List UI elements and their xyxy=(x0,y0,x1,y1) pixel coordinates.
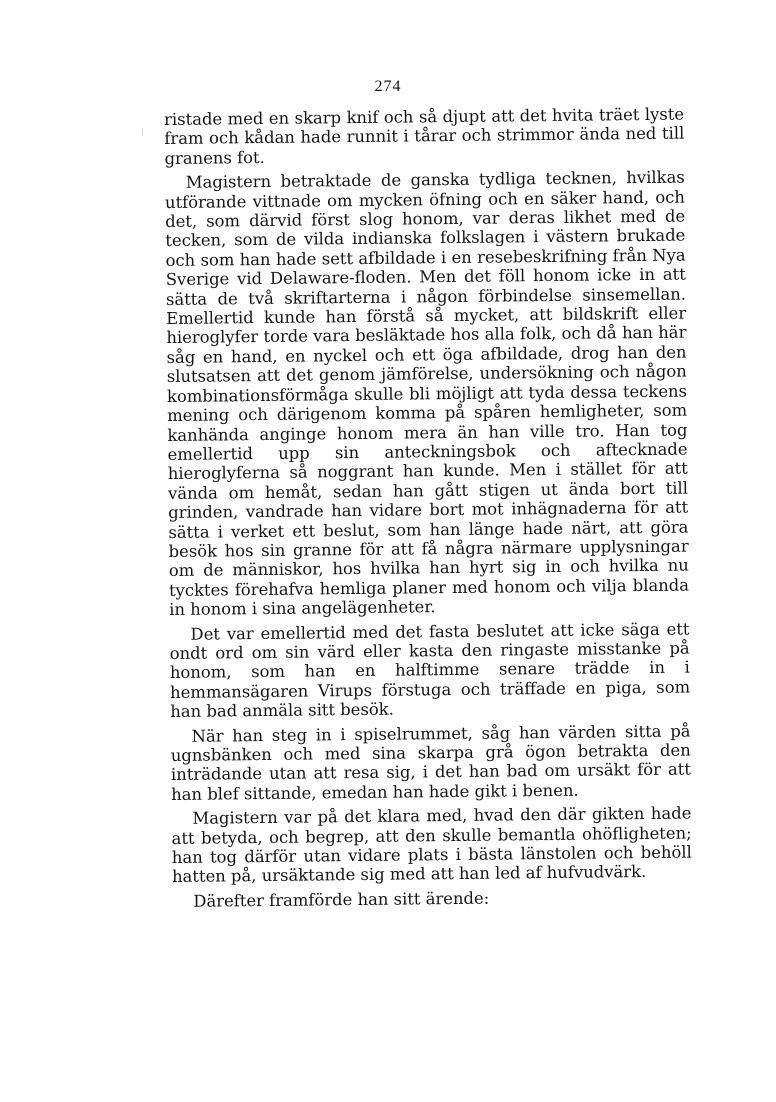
page-number: 274 xyxy=(374,78,402,95)
paragraph-continuation: ristade med en skarp knif och så djupt att det hvita träet lyste fram och kådan hade runnit i tårar och strimmor ända ned till granens fot. xyxy=(164,104,685,168)
body-text xyxy=(164,105,692,912)
paragraph: Därefter framförde han sitt ärende: xyxy=(193,888,490,911)
paragraph: Magistern var på det klara med, hvad den där gikten hade att betyda, och begrep, att den skulle bemantla ohöfligheten; han tog därför utan vidare plats i bästa länstolen och behöll hatten på, ursäktande sig med att han led af hufvudvärk. xyxy=(171,803,692,887)
scan-mark xyxy=(142,128,143,136)
paragraph: När han steg in i spiselrummet, såg han värden sitta på ugnsbänken och med sina skarpa grå ögon betrakta den inträdande utan att resa sig, i det han bad om ursäkt för att han blef sittande, emedan han hade gikt i benen. xyxy=(170,721,692,804)
paragraph: Magistern betraktade de ganska tydliga tecknen, hvilkas utförande vittnade om mycken öfning och en säker hand, och det, som därvid först slog honom, var deras likhet med de tecken, som de vilda indianska folkslagen i västern brukade och som han hade sett afbildade i en resebeskrifning från Nya Sverige vid Delaware-floden. Men det föll honom icke in att sätta de två skriftarterna i någon förbindelse sinsemellan. Emellertid kunde han förstå så mycket, att bildskrift eller hieroglyfer torde vara besläktade hos alla folk, och då han här såg en hand, en nyckel och ett öga afbildade, drog han den slutsatsen att det genom jämförelse, undersökning och någon kombinationsförmåga skulle bli möjligt att tyda dessa teckens mening och därigenom komma på spåren hemligheter, som kanhända anginge honom mera än han ville tro. Han tog emellertid upp sin anteckningsbok och aftecknade hieroglyferna så noggrant han kunde. Men i stället för att vända om hemåt, sedan han gått stigen ut ända bort till grinden, vandrade han vidare bort mot inhägnaderna för att sätta i verket ett beslut, som han länge hade närt, att göra besök hos sin granne för att få några närmare upplysningar om de människor, hos hvilka han hyrt sig in och hvilka nu tycktes förehafva hemliga planer med honom och vilja blanda in honom i sina angelägenheter. xyxy=(164,167,690,620)
paragraph: Det var emellertid med det fasta beslutet att icke säga ett ondt ord om sin värd eller kasta den ringaste misstanke på honom, som han en halftimme senare trädde in i hemmansägaren Virups förstuga och träffade en piga, som han bad anmäla sitt besök. xyxy=(169,619,691,722)
